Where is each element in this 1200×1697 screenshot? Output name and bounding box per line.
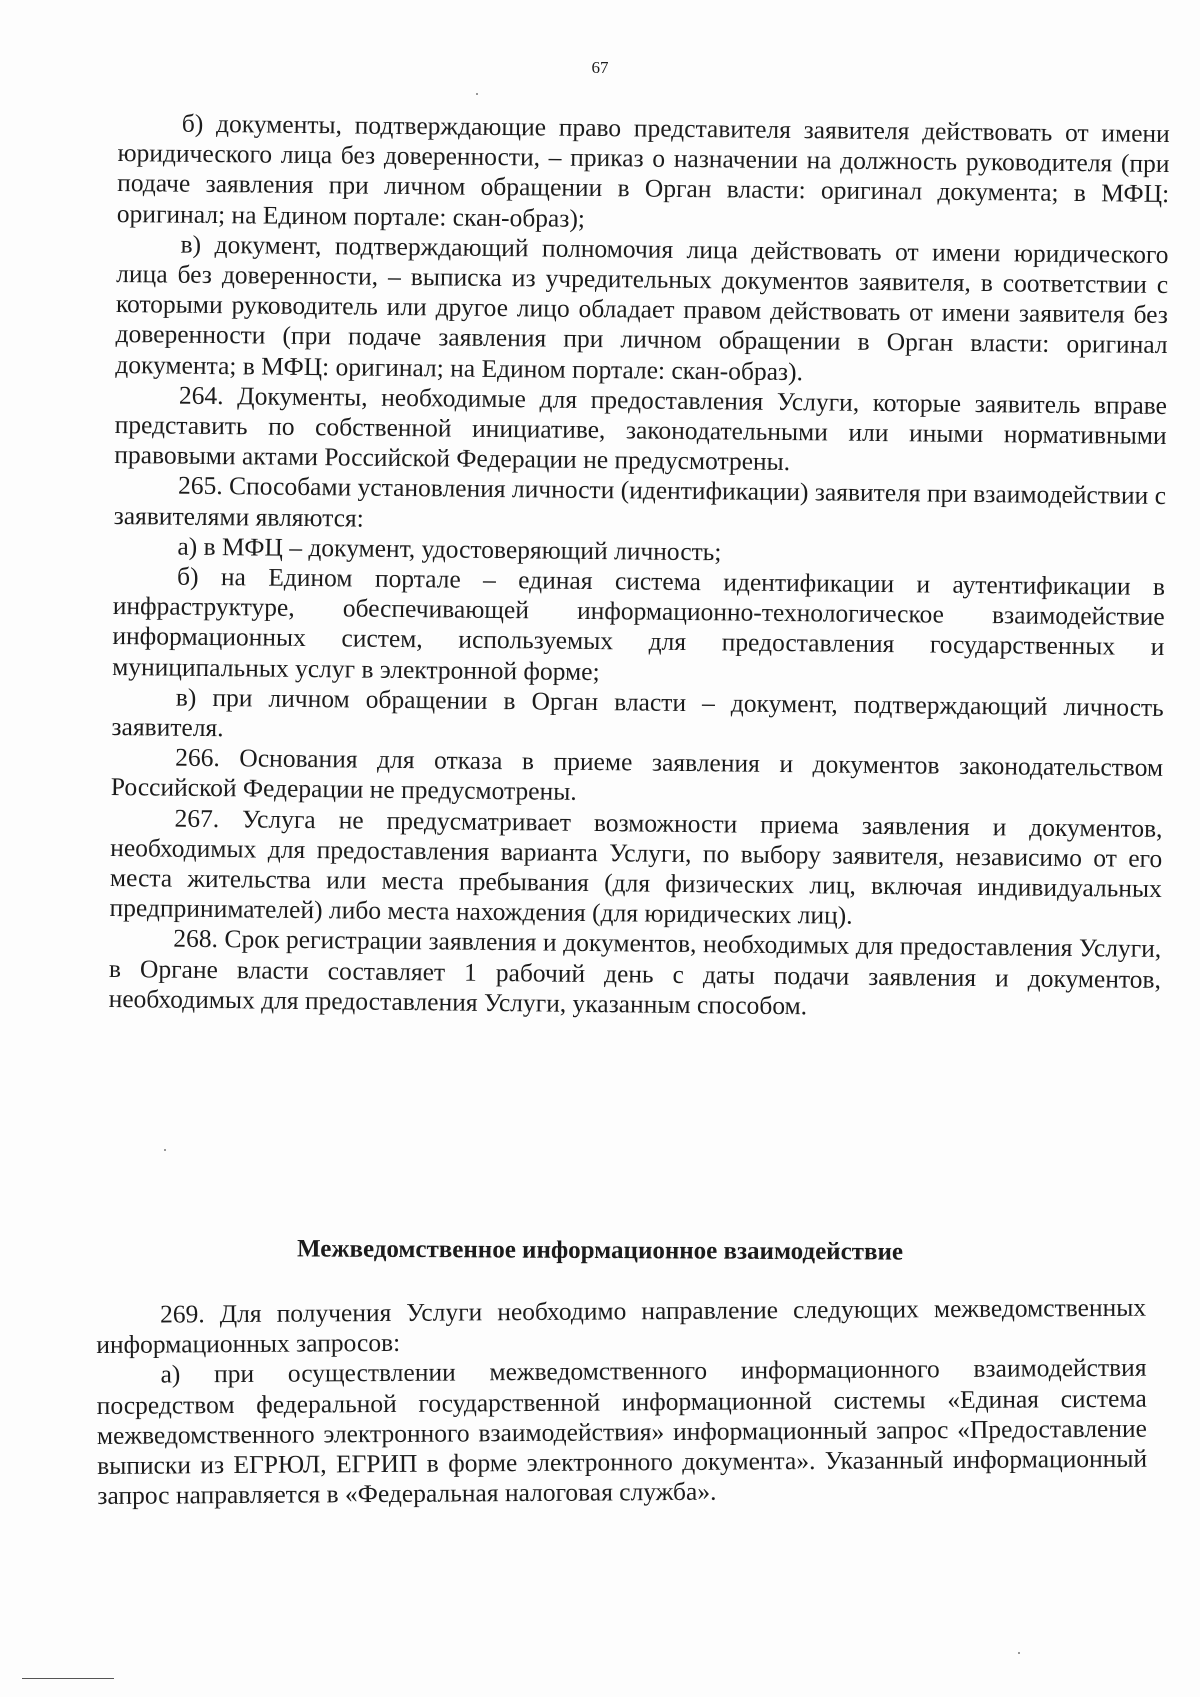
paragraph-v-document: в) документ, подтверждающий полномочия лица действовать от имени юридического лица без доверенности, – выписка из учредительных документов заявителя, в соответствии с которыми руководитель или другое лицо обладает правом действовать от имени заявителя без доверенности (при подаче заявления при личном обращении в Орган власти: оригинал документа; в МФЦ: оригинал; на Едином портале: скан-образ).	[115, 229, 1169, 386]
scan-speck	[1018, 1652, 1020, 1654]
paragraph-265-v: в) при личном обращении в Орган власти – документ, подтверждающий личность заявителя.	[111, 682, 1164, 743]
paragraph-265-a: а) в МФЦ – документ, удостоверяющий личность;	[177, 531, 722, 567]
section-heading: Межведомственное информационное взаимодействие	[296, 1235, 904, 1266]
paragraph-267: 267. Услуга не предусматривает возможности приема заявления и документов, необходимых для предоставления варианта Услуги, по выбору заявителя, независимо от его места жительства или места пребывания (для физических лиц, включая индивидуальных предпринимателей) либо места нахождения (для юридических лиц).	[109, 803, 1163, 931]
paragraph-266: 266. Основания для отказа в приеме заявления и документов законодательством Российской Федерации не предусмотрены.	[110, 742, 1164, 807]
scan-speck	[476, 93, 478, 95]
paragraph-268: 268. Срок регистрации заявления и документов, необходимых для предоставления Услуги, в Органе власти составляет 1 рабочий день с даты подачи заявления и документов, необходимых для предоставления Услуги, указанным способом.	[108, 924, 1162, 1021]
scan-speck	[164, 1149, 166, 1151]
footer-rule	[22, 1678, 114, 1679]
paragraph-269-a: а) при осуществлении межведомственного информационного взаимодействия посредством федеральной государственной информационной системы «Единая система межведомственного электронного взаимодействия» информационный запрос «Предоставление выписки из ЕГРЮЛ, ЕГРИП в форме электронного документа». Указанный информационный запрос направляется в «Федеральная налоговая служба».	[96, 1353, 1148, 1511]
paragraph-265-b: б) на Едином портале – единая система идентификации и аутентификации в инфраструктуре, обеспечивающей информационно-технологическое взаимодействие информационных систем, используемых для предоставления государственных и муниципальных услуг в электронной форме;	[112, 561, 1166, 686]
paragraph-269: 269. Для получения Услуги необходимо направление следующих межведомственных информационных запросов:	[96, 1292, 1147, 1360]
page-number: 67	[591, 58, 609, 77]
main-text-block	[109, 108, 1170, 1025]
section-text-block	[96, 1293, 1147, 1512]
paragraph-264: 264. Документы, необходимые для предоставления Услуги, которые заявитель вправе представить по собственной инициативе, законодательными или иными нормативными правовыми актами Российской Федерации не предусмотрены.	[114, 380, 1168, 477]
paragraph-265: 265. Способами установления личности (идентификации) заявителя при взаимодействии с заявителями являются:	[113, 471, 1167, 533]
paragraph-b-documents: б) документы, подтверждающие право представителя заявителя действовать от имени юридического лица без доверенности, – приказ о назначении на должность руководителя (при подаче заявления при личном обращении в Орган власти: оригинал документа; в МФЦ: оригинал; на Едином портале: скан-образ);	[116, 108, 1170, 233]
